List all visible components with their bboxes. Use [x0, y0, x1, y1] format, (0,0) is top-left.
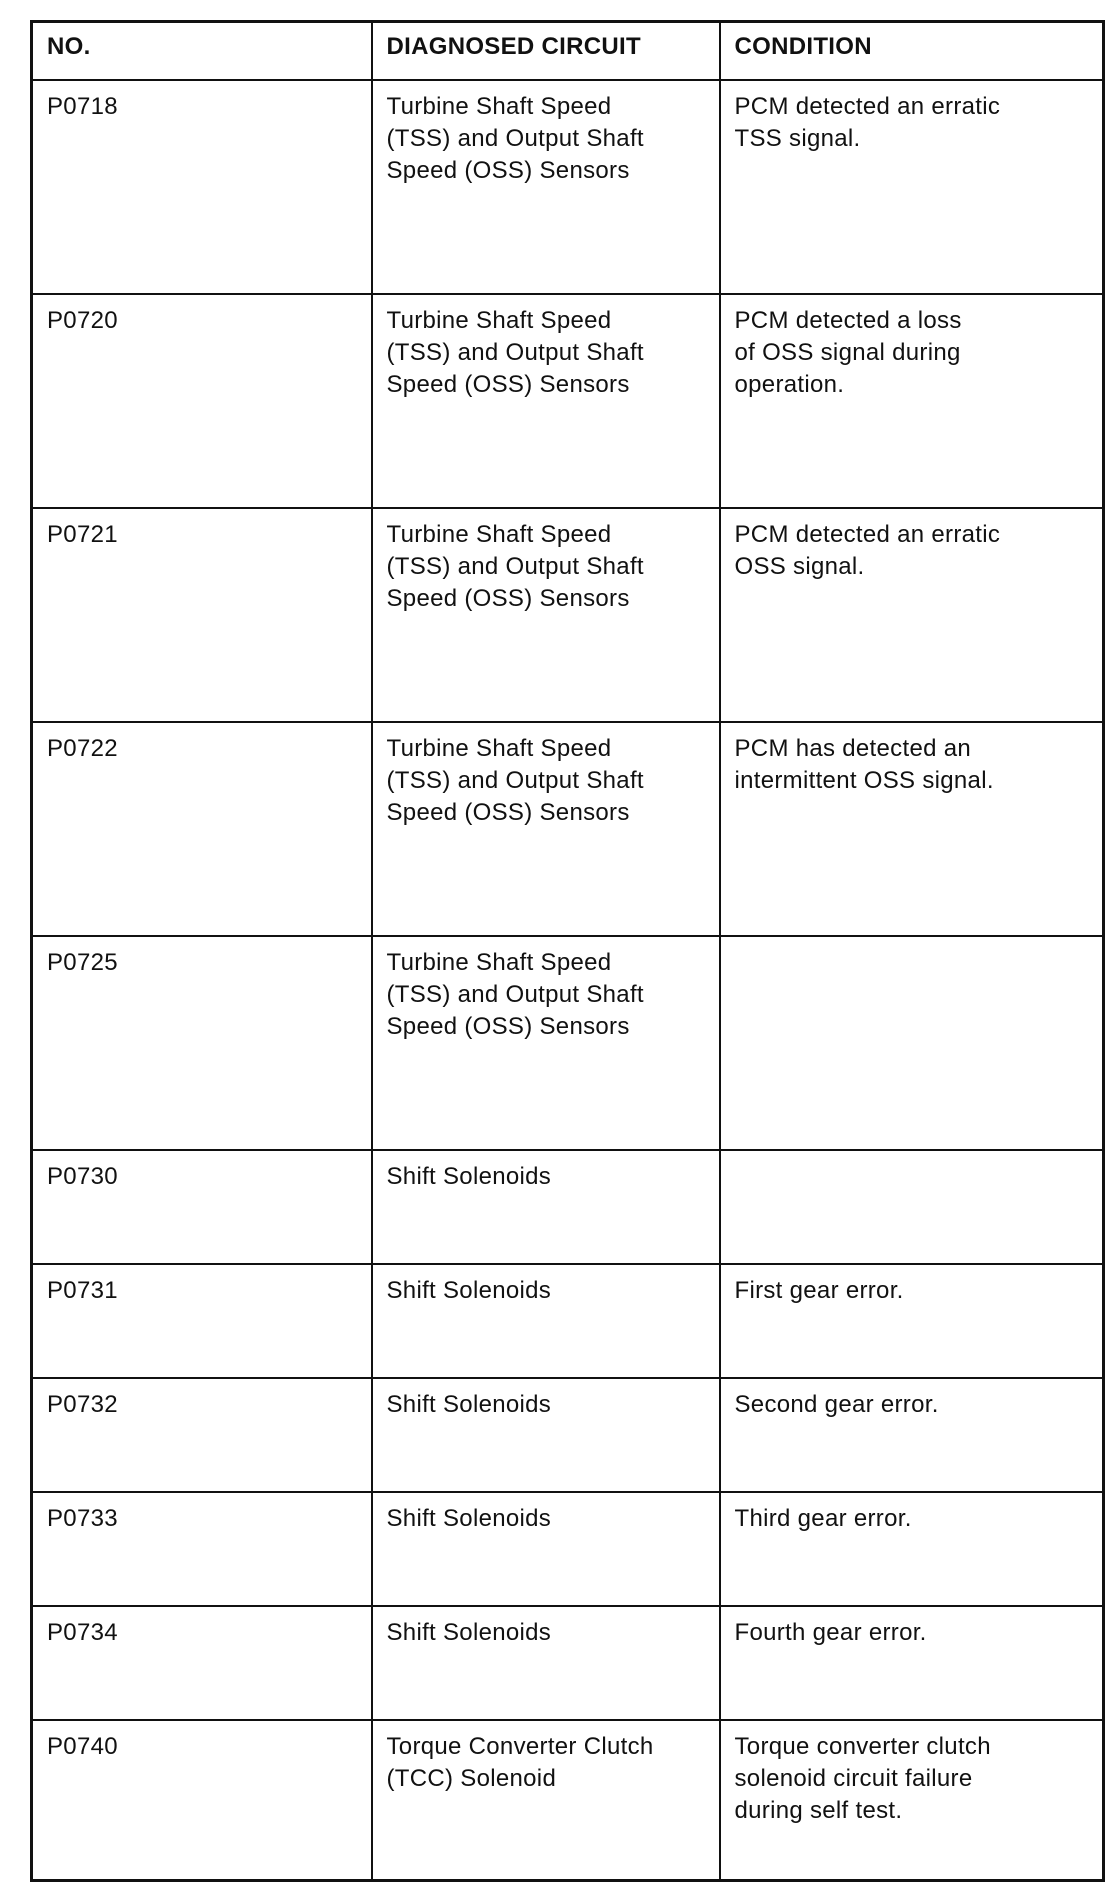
cell-no: P0732: [32, 1378, 372, 1492]
cell-no: P0740: [32, 1720, 372, 1881]
cell-condition: First gear error.: [720, 1264, 1104, 1378]
cell-circuit: Shift Solenoids: [372, 1492, 720, 1606]
table-row: [32, 1264, 1104, 1378]
table-row: [32, 1378, 1104, 1492]
cell-circuit: Shift Solenoids: [372, 1606, 720, 1720]
cell-no: P0734: [32, 1606, 372, 1720]
cell-no: P0731: [32, 1264, 372, 1378]
table-row: [32, 1150, 1104, 1264]
cell-no: P0722: [32, 722, 372, 936]
header-no: NO.: [32, 22, 372, 81]
table-row: [32, 1492, 1104, 1606]
dtc-document: [30, 20, 1102, 1822]
cell-no: P0730: [32, 1150, 372, 1264]
cell-circuit: Turbine Shaft Speed (TSS) and Output Shaft Speed (OSS) Sensors: [372, 722, 720, 936]
cell-condition: PCM detected a loss of OSS signal during operation.: [720, 294, 1104, 508]
cell-condition: Second gear error.: [720, 1378, 1104, 1492]
cell-circuit: Turbine Shaft Speed (TSS) and Output Shaft Speed (OSS) Sensors: [372, 508, 720, 722]
cell-circuit: Turbine Shaft Speed (TSS) and Output Shaft Speed (OSS) Sensors: [372, 80, 720, 294]
cell-circuit: Turbine Shaft Speed (TSS) and Output Shaft Speed (OSS) Sensors: [372, 936, 720, 1150]
cell-condition: PCM has detected an intermittent OSS signal.: [720, 722, 1104, 936]
table-row: [32, 936, 1104, 1150]
cell-no: P0718: [32, 80, 372, 294]
cell-circuit: Torque Converter Clutch (TCC) Solenoid: [372, 1720, 720, 1881]
cell-no: P0733: [32, 1492, 372, 1606]
table-header-row: [32, 22, 1104, 81]
cell-no: P0725: [32, 936, 372, 1150]
table-row: [32, 1720, 1104, 1881]
cell-condition: PCM detected an erratic OSS signal.: [720, 508, 1104, 722]
table-row: [32, 294, 1104, 508]
cell-circuit: Shift Solenoids: [372, 1378, 720, 1492]
cell-condition: Fourth gear error.: [720, 1606, 1104, 1720]
cell-condition: PCM detected an erratic TSS signal.: [720, 80, 1104, 294]
table-row: [32, 80, 1104, 294]
cell-condition: Third gear error.: [720, 1492, 1104, 1606]
cell-circuit: Turbine Shaft Speed (TSS) and Output Shaft Speed (OSS) Sensors: [372, 294, 720, 508]
table-row: [32, 722, 1104, 936]
table-row: [32, 1606, 1104, 1720]
header-diagnosed-circuit: DIAGNOSED CIRCUIT: [372, 22, 720, 81]
cell-circuit: Shift Solenoids: [372, 1150, 720, 1264]
header-condition: CONDITION: [720, 22, 1104, 81]
cell-condition: [720, 1150, 1104, 1264]
cell-no: P0721: [32, 508, 372, 722]
table-row: [32, 508, 1104, 722]
cell-condition: [720, 936, 1104, 1150]
dtc-table: [30, 20, 1105, 1882]
cell-no: P0720: [32, 294, 372, 508]
cell-condition: Torque converter clutch solenoid circuit failure during self test.: [720, 1720, 1104, 1881]
cell-circuit: Shift Solenoids: [372, 1264, 720, 1378]
